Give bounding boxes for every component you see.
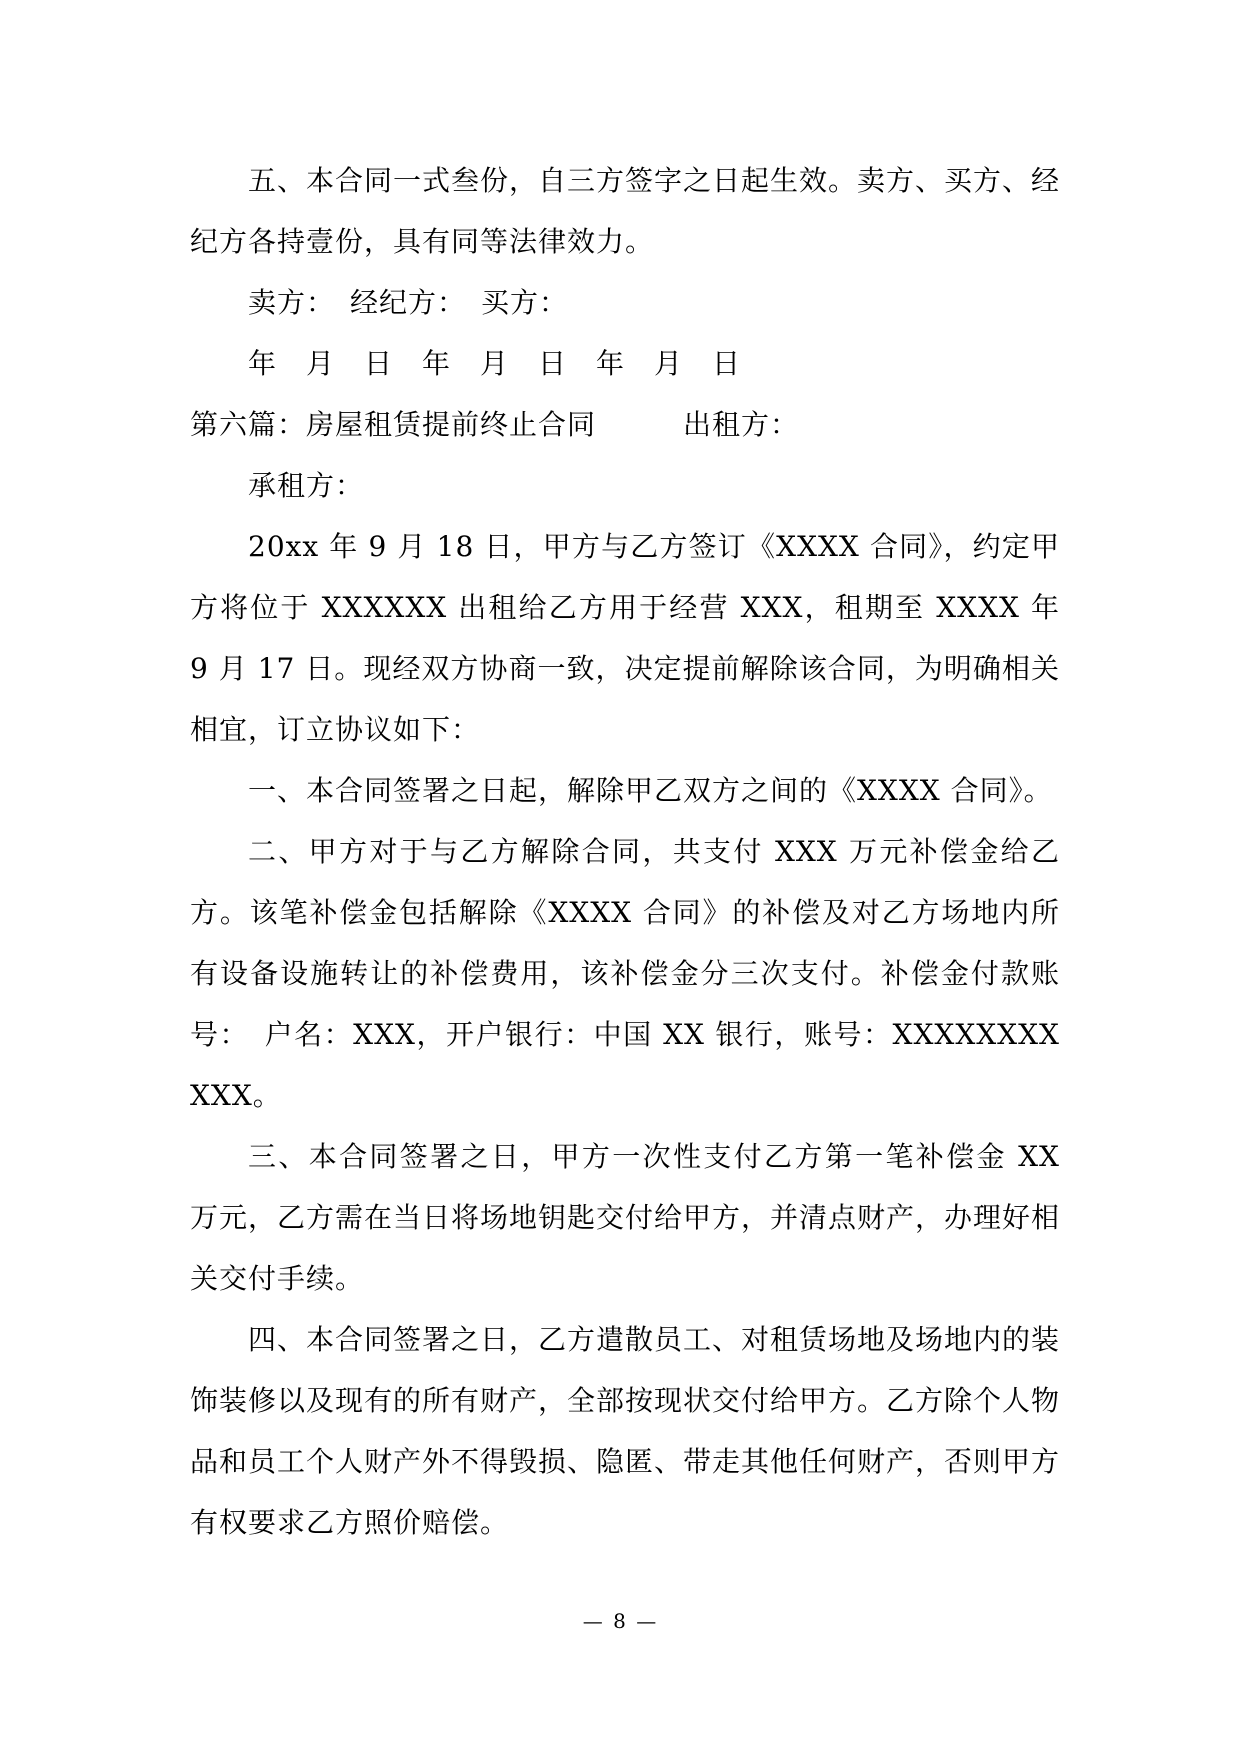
clause-five-paragraph: 五、本合同一式叁份，自三方签字之日起生效。卖方、买方、经纪方各持壹份，具有同等法律效力。 xyxy=(190,164,1061,258)
clause-three-paragraph: 三、本合同签署之日，甲方一次性支付乙方第一笔补偿金 XX 万元，乙方需在当日将场地钥匙交付给甲方，并清点财产，办理好相关交付手续。 xyxy=(190,1140,1061,1295)
clause-two-paragraph: 二、甲方对于与乙方解除合同，共支付 XXX 万元补偿金给乙方。该笔补偿金包括解除《XXXX 合同》的补偿及对乙方场地内所有设备设施转让的补偿费用，该补偿金分三次支付。补偿金付款账号： 户名：XXX，开户银行：中国 XX 银行，账号：XXXXXXXXXXX。 xyxy=(190,835,1060,1112)
tenant-line: 承租方： xyxy=(248,469,365,502)
clause-four-paragraph: 四、本合同签署之日，乙方遣散员工、对租赁场地及场地内的装饰装修以及现有的所有财产，全部按现状交付给甲方。乙方除个人物品和员工个人财产外不得毁损、隐匿、带走其他任何财产，否则甲方有权要求乙方照价赔偿。 xyxy=(190,1323,1061,1539)
page-number: — 8 — xyxy=(582,1609,659,1633)
clause-one-paragraph: 一、本合同签署之日起，解除甲乙双方之间的《XXXX 合同》。 xyxy=(248,774,1053,807)
section-heading: 第六篇：房屋租赁提前终止合同 出租方： xyxy=(190,408,800,441)
signatory-line: 卖方： 经纪方： 买方： xyxy=(248,286,569,319)
signature-date-line: 年 月 日 年 月 日 年 月 日 xyxy=(248,347,742,380)
document-body xyxy=(190,150,1060,1553)
intro-paragraph: 20xx 年 9 月 18 日，甲方与乙方签订《XXXX 合同》，约定甲方将位于 XXXXXX 出租给乙方用于经营 XXX，租期至 XXXX 年 9 月 17 日。现经双方协商一致，决定提前解除该合同，为明确相关相宜，订立协议如下： xyxy=(190,530,1060,746)
